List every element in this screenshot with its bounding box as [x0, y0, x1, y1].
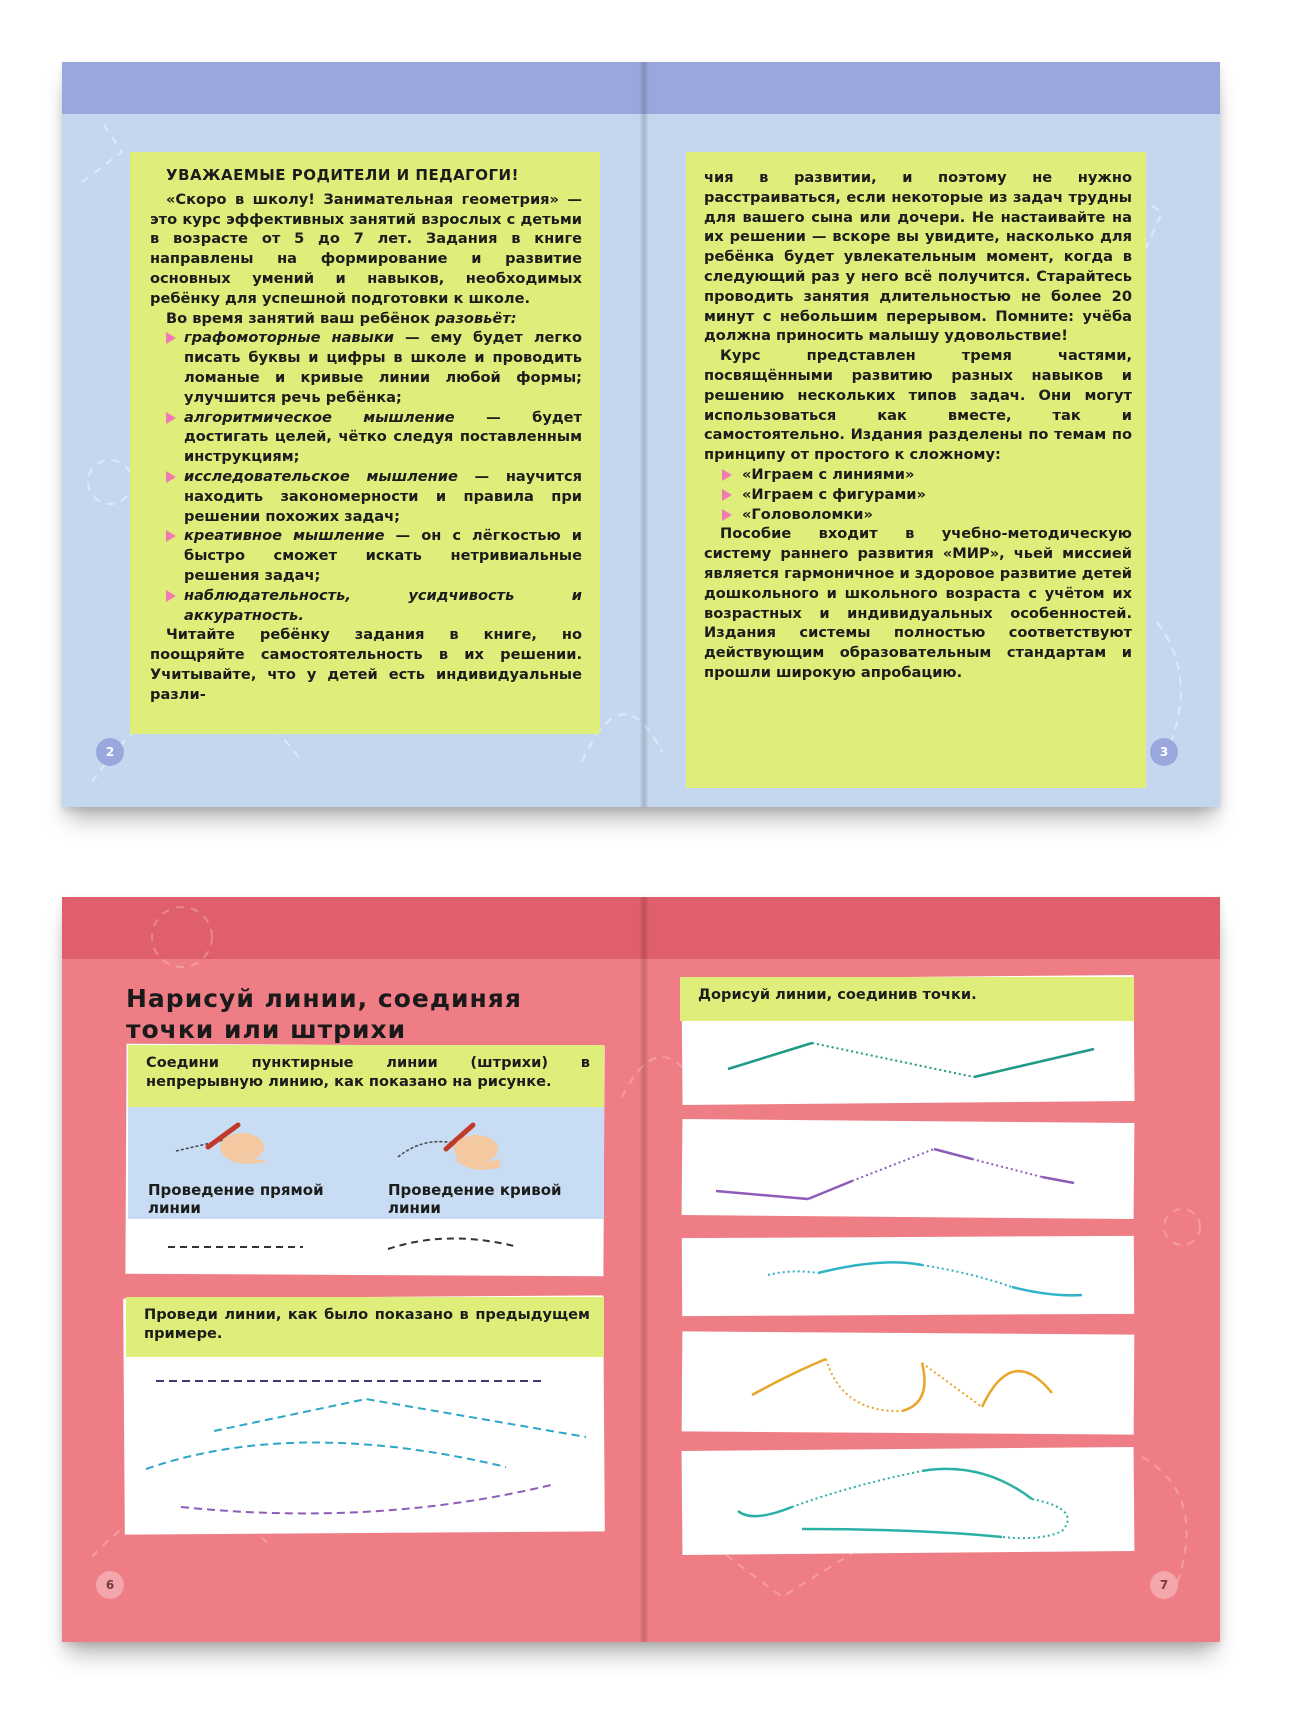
skill-bullet: графомоторные навыки — ему будет легко писать буквы и цифры в школе и проводить ломаные и кривые линии любой формы; улучшится речь ребёнка;: [150, 328, 582, 407]
bullet-triangle-icon: [722, 509, 732, 521]
bullet-triangle-icon: [722, 489, 732, 501]
spread-exercises: [62, 897, 1220, 1642]
bullet-triangle-icon: [722, 469, 732, 481]
preface-right-column: [704, 168, 1132, 683]
task2-practice-lines: [126, 1357, 604, 1533]
example-straight-caption: Проведение прямой линии: [148, 1181, 324, 1217]
exercise-title: Нарисуй линии, соединяя точки или штрихи: [126, 984, 522, 1044]
bullet-triangle-icon: [166, 471, 176, 483]
bullet-triangle-icon: [166, 530, 176, 542]
dot-line-4[interactable]: [682, 1333, 1134, 1433]
preface-right-p2: Курс представлен тремя частями, посвящёнными развитию разных навыков и решению нескольких типов задач. Они могут использоваться как вместе, так и самостоятельно. Издания разделены по темам по принципу от простого к сложному:: [704, 347, 1132, 464]
example-curve-caption: Проведение кривой линии: [388, 1181, 562, 1217]
skill-bullet: креативное мышление — он с лёгкостью и быстро сможет искать нетривиальные решения задач;: [150, 526, 582, 585]
practice-line-curve[interactable]: [181, 1485, 551, 1513]
connect-dots-instruction: Дорисуй линии, соединив точки.: [680, 977, 1134, 1021]
task1-practice-lines: [128, 1219, 604, 1275]
dot-line-3[interactable]: [682, 1237, 1134, 1315]
dot-line-1[interactable]: [682, 1021, 1134, 1103]
part-item: «Играем с линиями»: [704, 465, 1132, 485]
bullet-triangle-icon: [166, 332, 176, 344]
skill-bullet: исследовательское мышление — научится находить закономерности и правила при решении похожих задач;: [150, 467, 582, 526]
preface-right-p1: чия в развитии, и поэтому не нужно расстраиваться, если некоторые из задач трудны для вашего сына или дочери. Не настаивайте на их решении — вскоре вы увидите, насколько для ребёнка будет увлекательным момент, когда в следующий раз у него всё получится. Старайтесь проводить занятия длительностью не более 20 минут с небольшим перерывом. Помните: учёба должна приносить малышу удовольствие!: [704, 169, 1132, 345]
pencil-hand-icon: [398, 1125, 500, 1166]
preface-right-p3: Пособие входит в учебно-методическую систему раннего развития «МИР», чьей миссией является гармоничное и здоровое развитие детей дошкольного и школьного возраста с учётом их возрастных и индивидуальных особенностей. Издания системы полностью соответствуют действующим образовательным стандартам и прошли широкую апробацию.: [704, 525, 1132, 681]
book-gutter: [639, 62, 649, 807]
bullet-triangle-icon: [166, 412, 176, 424]
develop-lead: Во время занятий ваш ребёнок разовьёт:: [166, 309, 517, 327]
skill-bullet: алгоритмическое мышление — будет достигать целей, чётко следуя поставленным инструкциям;: [150, 408, 582, 467]
task1-instruction: Соедини пунктирные линии (штрихи) в непрерывную линию, как показано на рисунке.: [128, 1045, 604, 1107]
book-gutter: [639, 897, 649, 1642]
page-number-2: 2: [96, 738, 124, 766]
dot-line-2[interactable]: [682, 1121, 1134, 1217]
page-number-6: 6: [96, 1571, 124, 1599]
preface-closing: Читайте ребёнку задания в книге, но поощряйте самостоятельность в их решении. Учитывайте, что у детей есть индивидуальные разли-: [150, 626, 582, 703]
task2-instruction: Проведи линии, как было показано в предыдущем примере.: [126, 1297, 604, 1357]
dot-line-5[interactable]: [682, 1449, 1134, 1553]
page-number-3: 3: [1150, 738, 1178, 766]
dashed-curve-line[interactable]: [388, 1238, 518, 1249]
spread-intro: [62, 62, 1220, 807]
part-item: «Головоломки»: [704, 505, 1132, 525]
preface-left-column: [150, 166, 582, 705]
bullet-triangle-icon: [166, 590, 176, 602]
page-number-7: 7: [1150, 1571, 1178, 1599]
practice-line-broken[interactable]: [214, 1399, 586, 1437]
part-item: «Играем с фигурами»: [704, 485, 1132, 505]
pencil-hand-icon: [176, 1125, 268, 1164]
practice-line-wave[interactable]: [146, 1442, 506, 1469]
preface-intro: «Скоро в школу! Занимательная геометрия» — это курс эффективных занятий взрослых с детьми в возрасте от 5 до 7 лет. Задания в книге направлены на формирование и развитие основных умений и навыков, необходимых ребёнку для успешной подготовки к школе.: [150, 190, 582, 307]
skill-bullet: наблюдательность, усидчивость и аккуратность.: [150, 586, 582, 626]
preface-heading: УВАЖАЕМЫЕ РОДИТЕЛИ И ПЕДАГОГИ!: [166, 166, 519, 184]
